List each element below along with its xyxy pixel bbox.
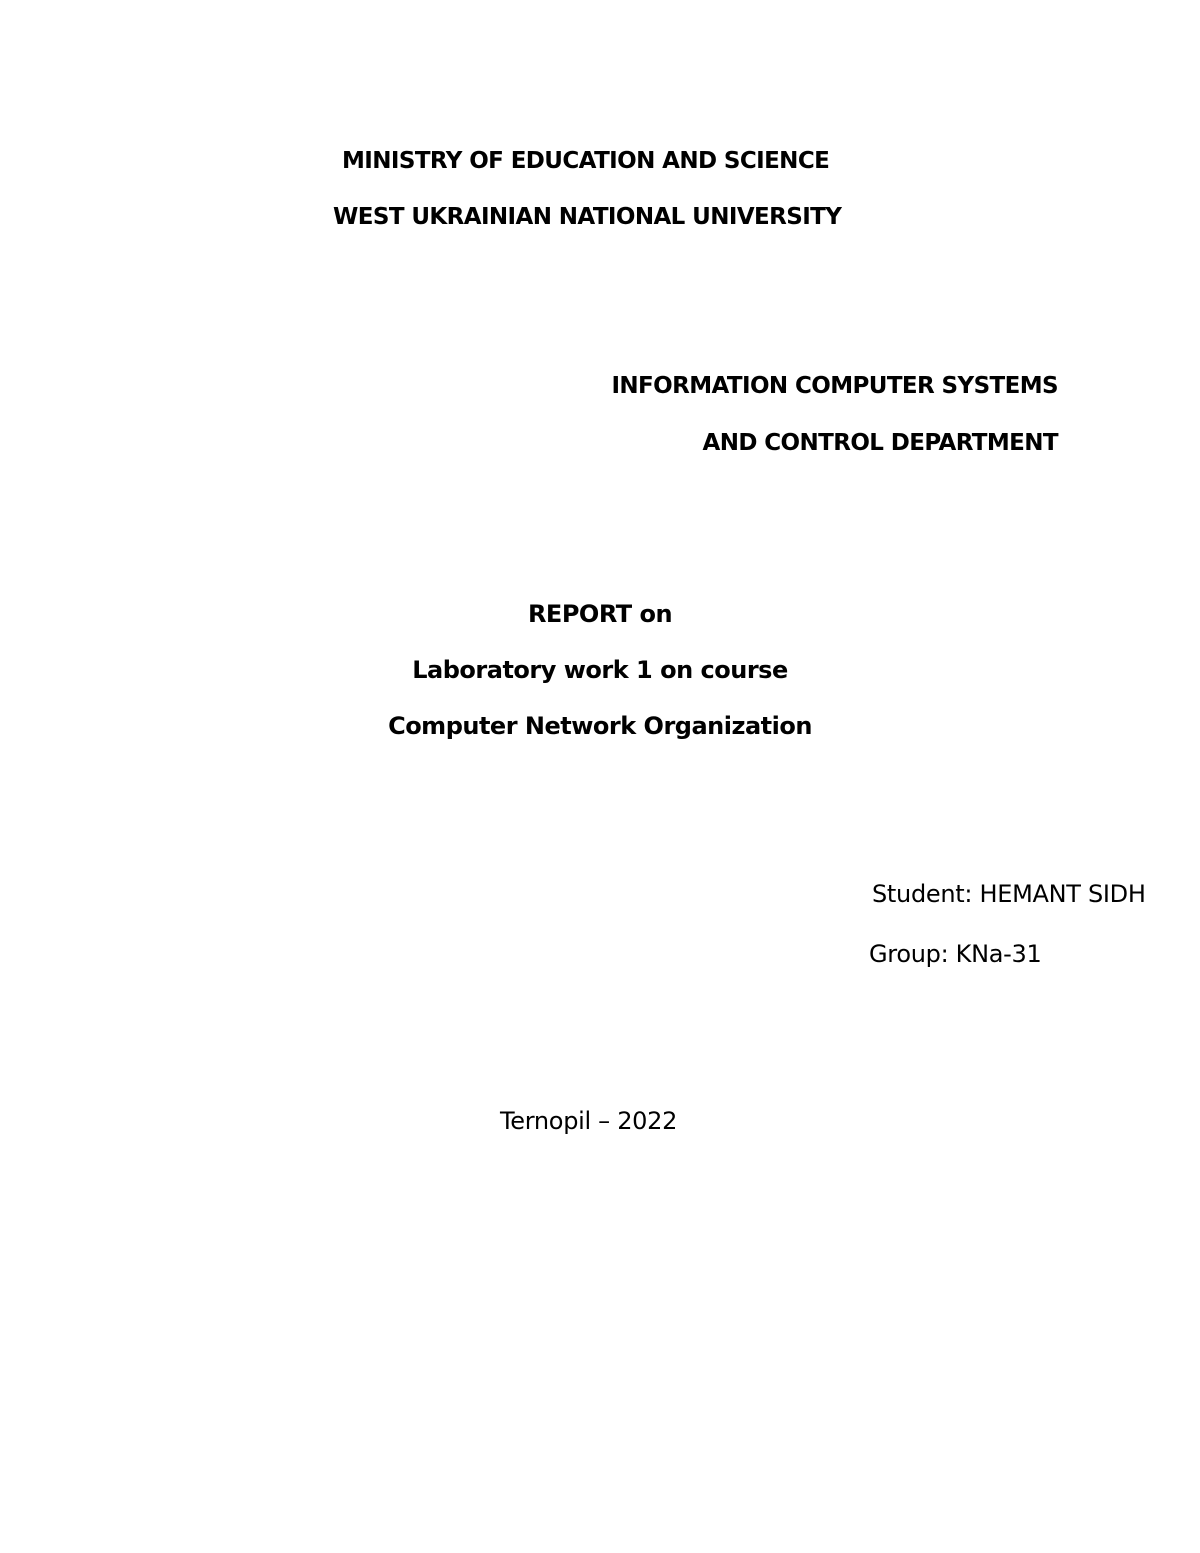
report-title: REPORT on [527,600,673,628]
course-name: Computer Network Organization [388,712,812,740]
department-line-2: AND CONTROL DEPARTMENT [702,430,1058,456]
report-subtitle: Laboratory work 1 on course [412,656,788,684]
ministry-heading: MINISTRY OF EDUCATION AND SCIENCE [342,148,830,174]
student-group: Group: KNa-31 [869,940,1042,968]
department-line-1: INFORMATION COMPUTER SYSTEMS [611,373,1058,399]
university-heading: WEST UKRAINIAN NATIONAL UNIVERSITY [333,204,842,230]
student-name: Student: HEMANT SIDH [872,880,1146,908]
place-and-year: Ternopil – 2022 [500,1107,678,1135]
